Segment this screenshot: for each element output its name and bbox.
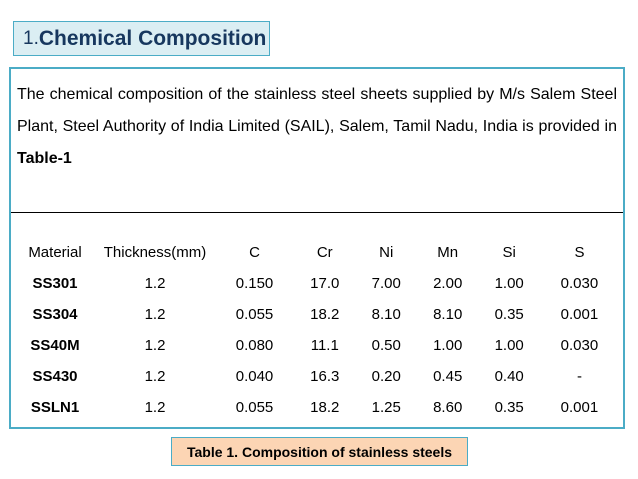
cell-ni: 0.50: [371, 337, 401, 354]
cell-thickness: 1.2: [144, 275, 166, 292]
cell-mn: 0.45: [433, 368, 463, 385]
cell-material: SS301: [32, 275, 78, 292]
cell-s: 0.001: [560, 306, 599, 323]
header-mn: Mn: [437, 243, 459, 261]
cell-c: 0.055: [235, 306, 274, 323]
header-cr: Cr: [316, 243, 333, 261]
cell-material: SS304: [32, 306, 78, 323]
cell-s: 0.001: [560, 399, 599, 416]
intro-paragraph: [17, 79, 617, 175]
header-material: Material: [28, 243, 82, 261]
section-title: [13, 21, 270, 56]
cell-c: 0.080: [235, 337, 274, 354]
divider-line: [11, 212, 623, 213]
cell-s: -: [576, 368, 582, 385]
table-header-row: [15, 236, 619, 268]
cell-material: SS430: [32, 368, 78, 385]
table-row: [15, 361, 619, 392]
cell-si: 1.00: [494, 337, 524, 354]
cell-mn: 2.00: [433, 275, 463, 292]
header-si: Si: [502, 243, 516, 261]
cell-thickness: 1.2: [144, 399, 166, 416]
cell-mn: 8.60: [433, 399, 463, 416]
cell-si: 0.35: [494, 306, 524, 323]
table-row: [15, 330, 619, 361]
cell-c: 0.040: [235, 368, 274, 385]
header-ni: Ni: [379, 243, 394, 261]
cell-cr: 11.1: [310, 337, 339, 354]
cell-si: 1.00: [494, 275, 524, 292]
table-reference: Table-1: [17, 150, 72, 167]
cell-material: SS40M: [30, 337, 80, 354]
table-caption: Table 1. Composition of stainless steels: [171, 437, 468, 466]
cell-cr: 18.2: [310, 306, 340, 323]
cell-si: 0.35: [494, 399, 524, 416]
cell-cr: 17.0: [310, 275, 340, 292]
cell-thickness: 1.2: [144, 368, 166, 385]
table-row: [15, 392, 619, 423]
cell-ni: 1.25: [371, 399, 401, 416]
cell-c: 0.055: [235, 399, 274, 416]
cell-ni: 7.00: [371, 275, 401, 292]
header-thickness: Thickness(mm): [103, 243, 207, 261]
header-s: S: [574, 243, 585, 261]
cell-ni: 0.20: [371, 368, 401, 385]
table-row: [15, 268, 619, 299]
cell-c: 0.150: [235, 275, 274, 292]
cell-s: 0.030: [560, 337, 599, 354]
header-c: C: [249, 243, 260, 261]
cell-material: SSLN1: [30, 399, 80, 416]
intro-text: The chemical composition of the stainless steel sheets supplied by M/s Salem Steel Plant, Steel Authority of India Limited (SAIL), Salem, Tamil Nadu, India is provided in: [17, 86, 617, 135]
cell-cr: 18.2: [310, 399, 340, 416]
section-number: 1.: [23, 27, 39, 49]
cell-si: 0.40: [494, 368, 524, 385]
cell-ni: 8.10: [371, 306, 401, 323]
cell-thickness: 1.2: [144, 306, 166, 323]
content-panel: [9, 67, 625, 429]
table-row: [15, 299, 619, 330]
cell-cr: 16.3: [310, 368, 340, 385]
cell-mn: 8.10: [433, 306, 463, 323]
composition-table: [15, 236, 619, 423]
cell-mn: 1.00: [433, 337, 463, 354]
section-heading: Chemical Composition: [38, 26, 267, 50]
cell-thickness: 1.2: [144, 337, 166, 354]
cell-s: 0.030: [560, 275, 599, 292]
